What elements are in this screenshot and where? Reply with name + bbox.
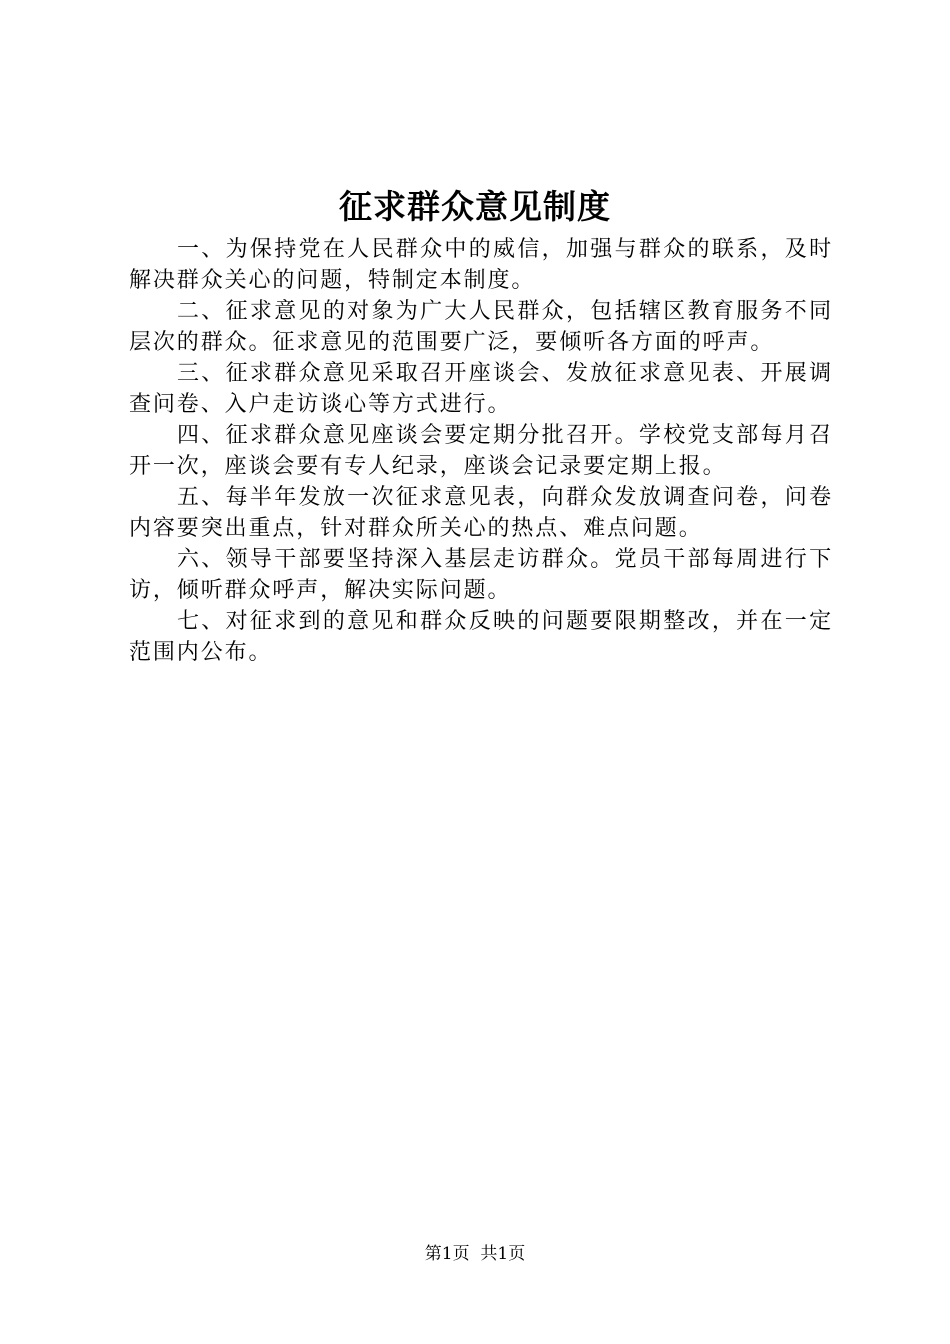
paragraph-4: 四、征求群众意见座谈会要定期分批召开。学校党支部每月召开一次，座谈会要有专人纪录，座谈会记录要定期上报。 xyxy=(129,423,833,479)
paragraph-6: 六、领导干部要坚持深入基层走访群众。党员干部每周进行下访，倾听群众呼声，解决实际问题。 xyxy=(129,547,833,603)
paragraph-3: 三、征求群众意见采取召开座谈会、发放征求意见表、开展调查问卷、入户走访谈心等方式进行。 xyxy=(129,361,833,417)
footer-separator xyxy=(470,1244,481,1264)
paragraph-7: 七、对征求到的意见和群众反映的问题要限期整改，并在一定范围内公布。 xyxy=(129,609,833,665)
document-title: 征求群众意见制度 xyxy=(339,187,611,226)
page-number: 第1页 xyxy=(424,1244,470,1264)
paragraph-5: 五、每半年发放一次征求意见表，向群众发放调查问卷，问卷内容要突出重点，针对群众所关心的热点、难点问题。 xyxy=(129,485,833,541)
paragraph-2: 二、征求意见的对象为广大人民群众，包括辖区教育服务不同层次的群众。征求意见的范围要广泛，要倾听各方面的呼声。 xyxy=(129,299,833,355)
paragraph-1: 一、为保持党在人民群众中的威信，加强与群众的联系，及时解决群众关心的问题，特制定本制度。 xyxy=(129,237,833,293)
page-total: 共1页 xyxy=(480,1244,526,1264)
document-body xyxy=(129,234,833,668)
page-footer xyxy=(0,1242,950,1266)
